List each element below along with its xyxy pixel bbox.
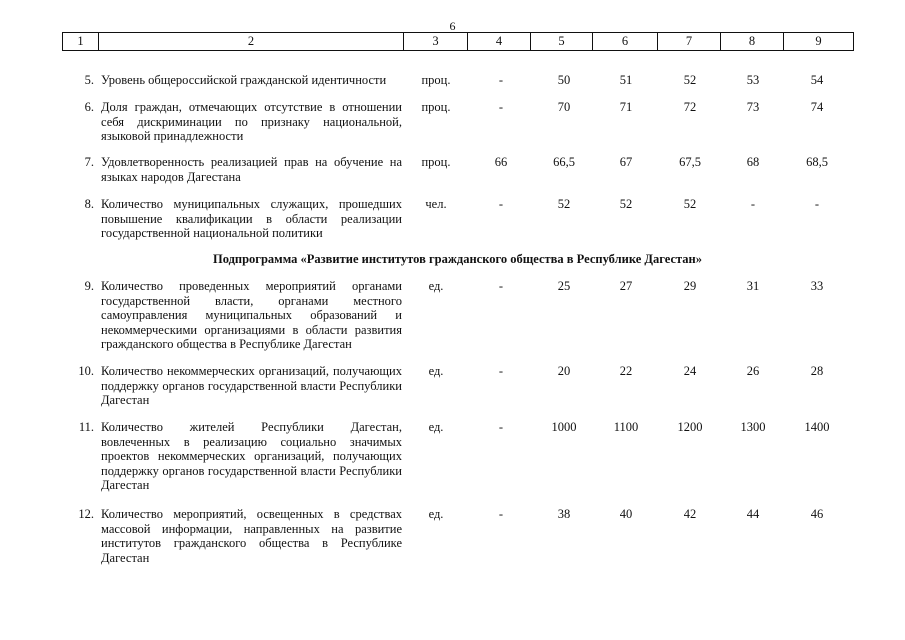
- row-number: 9.: [84, 279, 94, 293]
- unit-cell: ед.: [428, 507, 444, 521]
- value-col-4: 66: [494, 155, 508, 169]
- value-col-8: 44: [746, 507, 760, 521]
- value-col-7: 67,5: [679, 155, 701, 169]
- indicator-name: Доля граждан, отмечающих отсутствие в отношении себя дискриминации по признаку национальной, языковой принадлежности: [101, 100, 402, 144]
- value-col-6: 71: [619, 100, 633, 114]
- unit-cell: чел.: [425, 197, 447, 211]
- value-col-5: 66,5: [553, 155, 575, 169]
- header-col-1: 1: [63, 33, 99, 51]
- value-col-5: 50: [557, 73, 571, 87]
- value-col-7: 52: [683, 73, 697, 87]
- row-number: 10.: [78, 364, 94, 378]
- value-col-8: 73: [746, 100, 760, 114]
- value-col-6: 22: [619, 364, 633, 378]
- value-col-5: 70: [557, 100, 571, 114]
- header-col-8: 8: [721, 33, 784, 51]
- value-col-7: 24: [683, 364, 697, 378]
- indicator-name: Количество муниципальных служащих, прошедших повышение квалификации в области реализации государственной национальной политики: [101, 197, 402, 241]
- value-col-9: -: [814, 197, 820, 211]
- indicator-name: Количество некоммерческих организаций, получающих поддержку органов государственной власти Республики Дагестан: [101, 364, 402, 408]
- header-col-4: 4: [468, 33, 531, 51]
- header-col-3: 3: [404, 33, 468, 51]
- value-col-4: -: [498, 73, 504, 87]
- row-number: 12.: [78, 507, 94, 521]
- value-col-5: 25: [557, 279, 571, 293]
- value-col-7: 72: [683, 100, 697, 114]
- value-col-6: 40: [619, 507, 633, 521]
- value-col-4: -: [498, 197, 504, 211]
- unit-cell: ед.: [428, 364, 444, 378]
- header-col-6: 6: [593, 33, 658, 51]
- value-col-5: 20: [557, 364, 571, 378]
- value-col-5: 38: [557, 507, 571, 521]
- value-col-9: 74: [810, 100, 824, 114]
- value-col-6: 67: [619, 155, 633, 169]
- value-col-4: -: [498, 420, 504, 434]
- value-col-7: 29: [683, 279, 697, 293]
- value-col-6: 1100: [613, 420, 639, 434]
- unit-cell: проц.: [421, 100, 451, 114]
- value-col-7: 1200: [677, 420, 703, 434]
- subprogram-heading: Подпрограмма «Развитие институтов гражданского общества в Республике Дагестан»: [212, 252, 703, 266]
- indicator-name: Удовлетворенность реализацией прав на обучение на языках народов Дагестана: [101, 155, 402, 184]
- value-col-9: 1400: [804, 420, 830, 434]
- value-col-8: -: [750, 197, 756, 211]
- value-col-6: 52: [619, 197, 633, 211]
- row-number: 8.: [84, 197, 94, 211]
- value-col-8: 1300: [740, 420, 766, 434]
- header-col-2: 2: [99, 33, 404, 51]
- row-number: 7.: [84, 155, 94, 169]
- value-col-4: -: [498, 507, 504, 521]
- indicator-name: Количество мероприятий, освещенных в средствах массовой информации, направленных на развитие институтов гражданского общества в Республике Дагестан: [101, 507, 402, 565]
- header-col-7: 7: [658, 33, 721, 51]
- unit-cell: ед.: [428, 420, 444, 434]
- unit-cell: проц.: [421, 73, 451, 87]
- page-number: 6: [449, 19, 456, 33]
- header-row: [63, 33, 854, 51]
- value-col-9: 46: [810, 507, 824, 521]
- value-col-4: -: [498, 279, 504, 293]
- unit-cell: ед.: [428, 279, 444, 293]
- unit-cell: проц.: [421, 155, 451, 169]
- value-col-9: 28: [810, 364, 824, 378]
- header-col-9: 9: [784, 33, 854, 51]
- row-number: 6.: [84, 100, 94, 114]
- value-col-8: 26: [746, 364, 760, 378]
- value-col-4: -: [498, 364, 504, 378]
- indicator-name: Количество проведенных мероприятий органами государственной власти, органами местного самоуправления муниципальных образований и некоммерческими организациями в области развития гражданского общества в Республике Дагестан: [101, 279, 402, 352]
- value-col-8: 68: [746, 155, 760, 169]
- value-col-6: 51: [619, 73, 633, 87]
- row-number: 11.: [78, 420, 94, 434]
- row-number: 5.: [84, 73, 94, 87]
- value-col-9: 68,5: [806, 155, 828, 169]
- value-col-5: 1000: [551, 420, 577, 434]
- value-col-6: 27: [619, 279, 633, 293]
- value-col-7: 42: [683, 507, 697, 521]
- value-col-8: 53: [746, 73, 760, 87]
- value-col-5: 52: [557, 197, 571, 211]
- column-header-table: [62, 32, 854, 51]
- value-col-4: -: [498, 100, 504, 114]
- value-col-8: 31: [746, 279, 760, 293]
- value-col-7: 52: [683, 197, 697, 211]
- value-col-9: 54: [810, 73, 824, 87]
- indicator-name: Уровень общероссийской гражданской идентичности: [101, 73, 387, 87]
- header-col-5: 5: [531, 33, 593, 51]
- value-col-9: 33: [810, 279, 824, 293]
- indicator-name: Количество жителей Республики Дагестан, вовлеченных в реализацию социально значимых проектов некоммерческих организаций, получающих поддержку органов государственной власти Республики Дагестан: [101, 420, 402, 493]
